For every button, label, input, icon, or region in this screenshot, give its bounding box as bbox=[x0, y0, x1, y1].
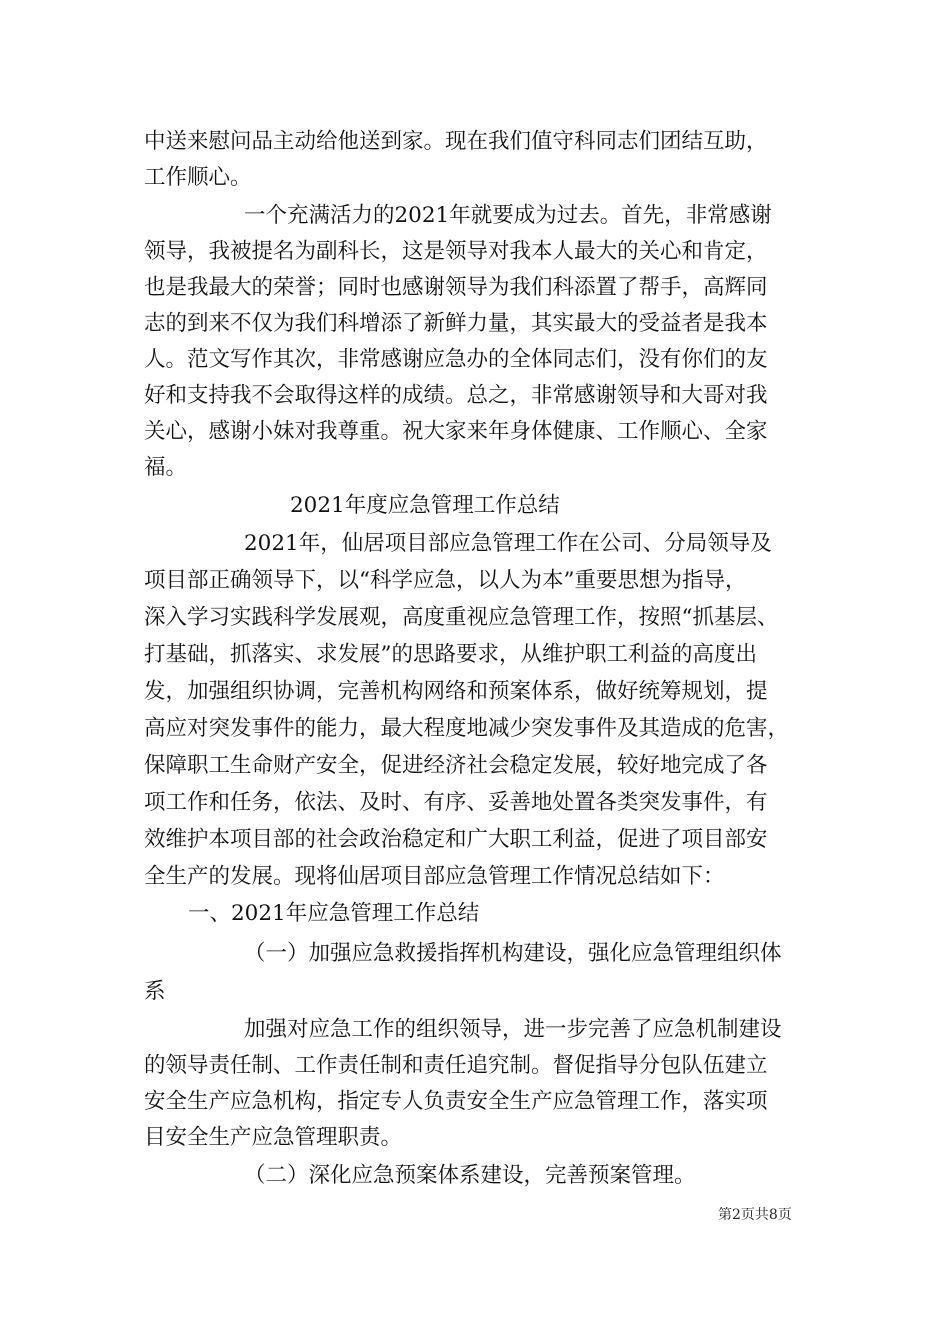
subsection-heading: （一）加强应急救援指挥机构建设，强化应急管理组织体 bbox=[244, 941, 782, 966]
text-line: 领导，我被提名为副科长，这是领导对我本人最大的关心和肯定， bbox=[144, 239, 768, 264]
paragraph-start: 一个充满活力的2021年就要成为过去。首先，非常感谢 bbox=[244, 203, 772, 228]
text-line: 福。 bbox=[144, 455, 188, 480]
paragraph-start: 加强对应急工作的组织领导，进一步完善了应急机制建设 bbox=[244, 1017, 782, 1042]
text-line: 目安全生产应急管理职责。 bbox=[144, 1125, 403, 1150]
paragraph-start: 2021年，仙居项目部应急管理工作在公司、分局领导及 bbox=[244, 531, 772, 556]
subsection-heading: （二）深化应急预案体系建设，完善预案管理。 bbox=[244, 1163, 696, 1188]
text-line: 效维护本项目部的社会政治稳定和广大职工利益，促进了项目部安 bbox=[144, 827, 768, 852]
text-line: 中送来慰问品主动给他送到家。现在我们值守科同志们团结互助， bbox=[144, 129, 768, 154]
text-line: 的领导责任制、工作责任制和责任追究制。督促指导分包队伍建立 bbox=[144, 1053, 768, 1078]
text-line: 关心，感谢小妹对我尊重。祝大家来年身体健康、工作顺心、全家 bbox=[144, 419, 768, 444]
text-line: 人。范文写作其次，非常感谢应急办的全体同志们，没有你们的友 bbox=[144, 347, 768, 372]
text-line: 项工作和任务，依法、及时、有序、妥善地处置各类突发事件，有 bbox=[144, 790, 768, 815]
text-line: 系 bbox=[144, 979, 166, 1004]
text-line: 全生产的发展。现将仙居项目部应急管理工作情况总结如下： bbox=[144, 864, 725, 889]
text-line: 深入学习实践科学发展观，高度重视应急管理工作，按照“抓基层、 bbox=[144, 605, 779, 630]
section-title: 2021年度应急管理工作总结 bbox=[290, 493, 560, 518]
section-heading: 一、2021年应急管理工作总结 bbox=[188, 901, 480, 926]
text-line: 高应对突发事件的能力，最大程度地减少突发事件及其造成的危害， bbox=[144, 716, 790, 741]
text-line: 项目部正确领导下，以“科学应急，以人为本”重要思想为指导， bbox=[144, 568, 747, 593]
page-number: 第2页共8页 bbox=[718, 1207, 792, 1223]
text-line: 工作顺心。 bbox=[144, 165, 252, 190]
text-line: 好和支持我不会取得这样的成绩。总之，非常感谢领导和大哥对我 bbox=[144, 383, 768, 408]
text-line: 保障职工生命财产安全，促进经济社会稳定发展，较好地完成了各 bbox=[144, 753, 768, 778]
text-line: 发，加强组织协调，完善机构网络和预案体系，做好统筹规划，提 bbox=[144, 679, 768, 704]
text-line: 也是我最大的荣誉；同时也感谢领导为我们科添置了帮手，高辉同 bbox=[144, 275, 768, 300]
text-line: 志的到来不仅为我们科增添了新鲜力量，其实最大的受益者是我本 bbox=[144, 311, 768, 336]
text-line: 安全生产应急机构，指定专人负责安全生产应急管理工作，落实项 bbox=[144, 1089, 768, 1114]
text-line: 打基础，抓落实、求发展”的思路要求，从维护职工利益的高度出 bbox=[144, 642, 757, 667]
